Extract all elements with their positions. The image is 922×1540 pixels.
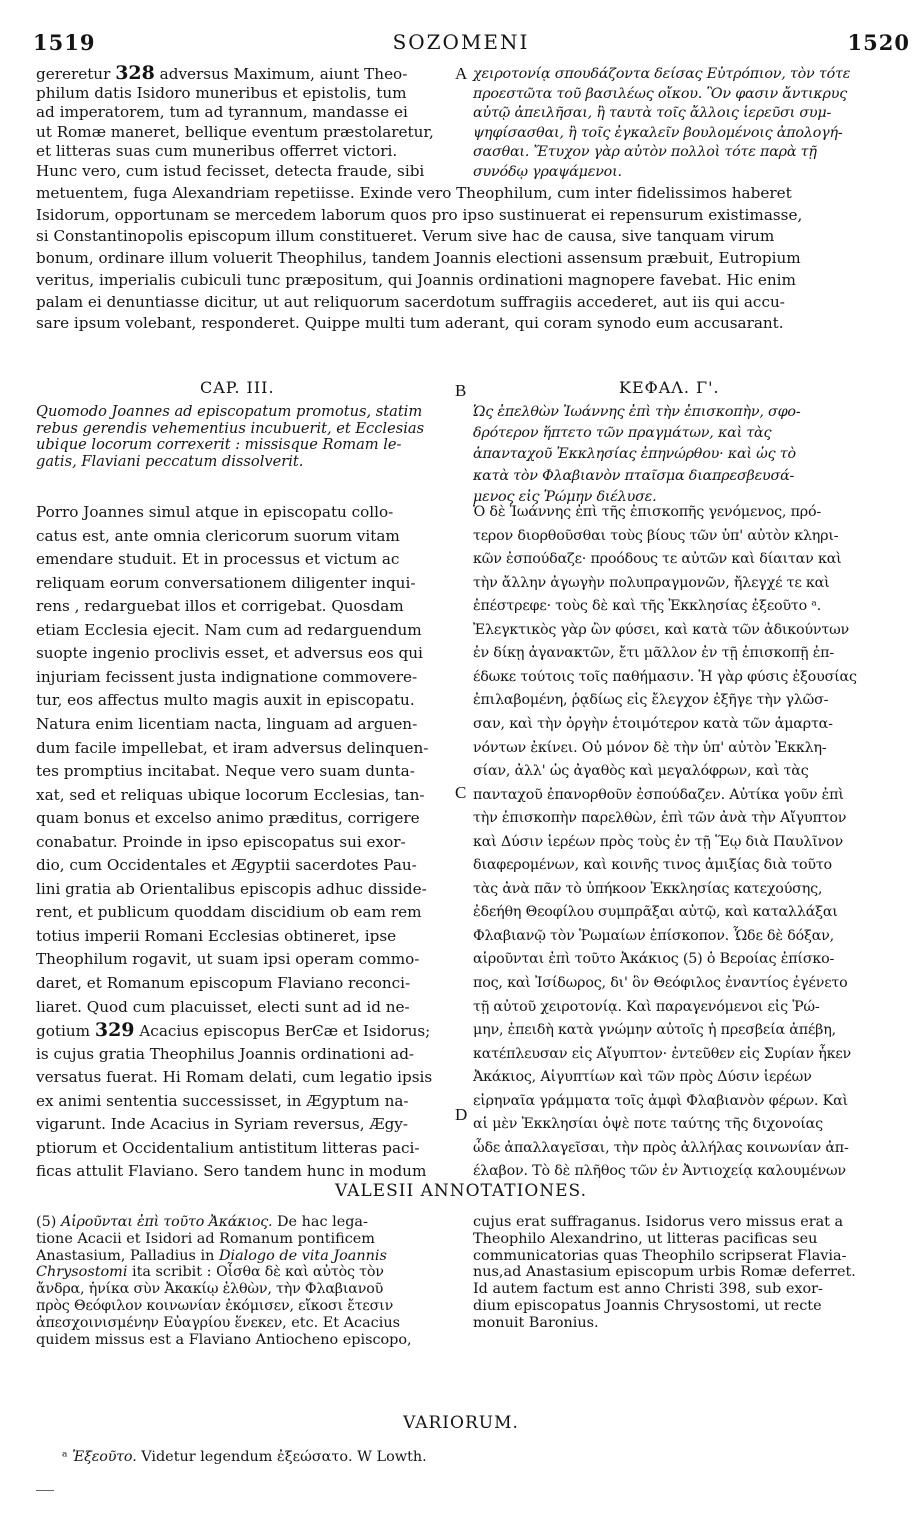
summary-line: ἁπανταχοῦ Ἐκκλησίας ἐπηνώρθου· καὶ ὡς τὸ (473, 446, 796, 463)
text-segment: reliquam eorum conversationem diligenter inqui- (36, 573, 416, 592)
column-number-marker: 329 (94, 1019, 135, 1042)
latin-line (36, 1067, 432, 1087)
annotation-line: monuit Baronius. (473, 1314, 599, 1331)
annotation-segment: ἀπεσχοινισμένην Εὐαγρίου ἕνεκεν (36, 1314, 283, 1331)
greek-line: διαφερομένων, καὶ κοινῆς τινος ἀμιξίας διὰ τοῦτο (473, 857, 832, 874)
margin-letter-d: D (455, 1105, 468, 1124)
text-segment: ex animi sententia successisset, in Ægyptum na- (36, 1091, 409, 1110)
text-segment: adversus Maximum, aiunt Theo- (154, 65, 408, 83)
greek-line: ἐπιλαβομένη, ῥᾳδίως εἰς ἔλεγχον ἐξῆγε τὴν γλῶσ- (473, 692, 829, 709)
text-segment: liaret. Quod cum placuisset, electi sunt ad id ne- (36, 997, 410, 1016)
text-segment: emendare studuit. Et in processus et victum ac (36, 550, 400, 569)
summary-line: rebus gerendis vehementius incubuerit, et Ecclesias (36, 419, 425, 437)
margin-letter-c: C (455, 783, 467, 802)
text-segment: rens , redarguebat illos et corrigebat. Quosdam (36, 597, 404, 616)
text-segment: versatus fuerat. Hi Romam delati, cum legatio ipsis (36, 1068, 433, 1087)
summary-line: μενος εἰς Ῥώμην διέλυσε. (473, 488, 657, 505)
latin-line (36, 526, 400, 546)
latin-line (36, 102, 408, 122)
text-segment: gotium (36, 1022, 95, 1041)
summary-line: κατὰ τὸν Φλαβιανὸν πταῖσμα διαπρεσβευσά- (473, 467, 795, 484)
right-page-number: 1520 (847, 30, 910, 55)
summary-line: Quomodo Joannes ad episcopatum promotus, statim (36, 403, 423, 420)
latin-line (36, 1091, 409, 1111)
latin-line (36, 1044, 414, 1064)
summary-line: δρότερον ἥπτετο τῶν πραγμάτων, καὶ τὰς (473, 425, 772, 442)
text-segment: is cujus gratia Theophilus Joannis ordinationi ad- (36, 1044, 415, 1063)
annotation-line: communicatorias quas Theophilo scripserat Flavia- (473, 1247, 847, 1264)
text-segment: catus est, ante omnia clericorum suorum vitam (36, 526, 400, 545)
latin-line (36, 949, 419, 969)
annotation-line: nus,ad Anastasium episcopum urbis Romæ deferret. (473, 1264, 856, 1281)
latin-line (36, 855, 417, 875)
annotation-line: dium episcopatus Joannis Chrysostomi, ut recte (473, 1298, 822, 1314)
margin-letter-b: B (455, 381, 467, 400)
latin-line: si Constantinopolis episcopum illum constitueret. Verum sive hac de causa, sive tanquam virum (36, 227, 775, 246)
latin-line (36, 808, 420, 828)
annotation-line (36, 1330, 412, 1350)
greek-line: καὶ Δύσιν ἱερέων πρὸς τοὺς ἐν τῇ Ἕῳ διὰ Παυλῖνον (473, 833, 844, 850)
greek-line: Ἐλεγκτικὸς γὰρ ὢν φύσει, καὶ κατὰ τῶν ἀδικούντων (473, 621, 850, 638)
greek-line: τὴν ἄλλην ἀγωγὴν πολυπραγμονῶν, ἤλεγχέ τε καὶ (473, 574, 830, 591)
text-segment: vigarunt. Inde Acacius in Syriam reversus, Ægy- (36, 1115, 408, 1134)
greek-line: Ἀκάκιος, Αἰγυπτίων καὶ τῶν πρὸς Δύσιν ἱερέων (473, 1069, 812, 1086)
summary-line: Ὡς ἐπελθὼν Ἰωάννης ἐπὶ τὴν ἐπισκοπὴν, σφο- (473, 404, 801, 420)
text-segment: suopte ingenio proclivis esset, et adversus eos qui (36, 644, 423, 663)
page-header (0, 0, 922, 60)
annotation-segment: πρὸς Θεόφιλον κοινωνίαν ἐκόμισεν, εἴκοσι ἔτεσιν (36, 1298, 394, 1314)
greek-line: μην, ἐπειδὴ κατὰ γνώμην αὐτοῖς ἡ πρεσβεία ἀπέβη, (473, 1022, 836, 1039)
variorum-text: Videtur legendum ἐξεώσατο. W Lowth. (136, 1449, 427, 1465)
annotations-heading: VALESII ANNOTATIONES. (334, 1181, 588, 1201)
latin-line (36, 738, 428, 758)
text-segment: ad imperatorem, tum ad tyrannum, mandasse ei (36, 103, 408, 122)
greek-line: έδωκε τούτοις τοῖς παθήμασιν. Ἡ γὰρ φύσις ἐξουσίας (473, 668, 857, 685)
variorum-mark: ᵃ (62, 1449, 68, 1465)
latin-line (36, 667, 417, 687)
latin-line (36, 122, 434, 142)
text-segment: ut Romæ maneret, bellique eventum præstolaretur, (36, 122, 434, 141)
running-title: SOZOMENI (392, 30, 530, 54)
greek-line: συνόδῳ γραψάμενοι. (473, 164, 622, 180)
variorum-heading: VARIORUM. (403, 1413, 519, 1433)
latin-line (36, 1114, 408, 1134)
greek-line: αἱ μὲν Ἐκκλησίαι ὀψὲ ποτε ταύτης τῆς διχονοίας (473, 1116, 823, 1133)
latin-line (36, 902, 421, 922)
greek-line: Ὁ δὲ Ἰωάννης ἐπὶ τῆς ἐπισκοπῆς γενόμενος, πρό- (473, 504, 822, 520)
greek-line: σίαν, ἀλλ' ὡς ἀγαθὸς καὶ μεγαλόφρων, καὶ τὰς (473, 763, 809, 780)
latin-line (36, 832, 406, 852)
latin-line: palam ei denuntiasse dicitur, ut aut reliquorum sacerdotum suffragiis accederet, aut iis qui accu- (36, 292, 785, 311)
text-segment: lini gratia ab Orientalibus episcopis adhuc disside- (36, 879, 427, 898)
latin-line (36, 997, 410, 1017)
annotation-segment: quidem missus est a Flaviano Antiocheno episcopo, (36, 1331, 412, 1348)
annotation-segment: Οἶσθα δὲ καὶ αὐτὸς τὸν (216, 1264, 384, 1281)
latin-line (36, 761, 415, 781)
latin-line (36, 596, 404, 616)
latin-line: sare ipsum volebant, responderet. Quippe multi tum aderant, qui coram synodo eum accusarant. (36, 314, 784, 333)
greek-line: πος, καὶ Ἰσίδωρος, δι' ὃν Θεόφιλος ἐναντίος ἐγένετο (473, 975, 848, 991)
greek-line: Φλαβιανῷ τὸν Ῥωμαίων ἐπίσκοπον. Ὧδε δὲ δόξαν, (473, 927, 834, 944)
annotation-line: cujus erat suffraganus. Isidorus vero missus erat a (473, 1214, 844, 1230)
latin-line (36, 141, 397, 161)
greek-line: πανταχοῦ ἐπανορθοῦν ἐσπούδαζεν. Αὐτίκα γοῦν ἐπὶ (473, 786, 844, 803)
text-segment: Theophilum rogavit, ut suam ipsi operam commo- (36, 950, 420, 969)
text-segment: Hunc vero, cum istud fecisset, detecta fraude, sibi (36, 162, 425, 180)
latin-line (36, 785, 425, 805)
annotation-segment: De hac lega- (272, 1214, 368, 1230)
latin-line: veritus, imperialis cubiculi tunc præpositum, qui Joannis ordinationi magnopere favebat. Hic enim (36, 270, 796, 289)
text-segment: tes promptius incitabat. Neque vero suam dunta- (36, 762, 415, 781)
latin-line (36, 1138, 420, 1158)
text-segment: quam bonus et excelso animo præditus, corrigere (36, 809, 420, 828)
latin-chapter-heading: CAP. III. (200, 378, 275, 397)
margin-letter-a: A (455, 64, 468, 83)
latin-line (36, 879, 427, 899)
latin-line (36, 690, 415, 710)
left-page-number: 1519 (33, 30, 96, 55)
latin-line (36, 549, 399, 569)
greek-line: ὧδε ἀπαλλαγεῖσαι, τὴν πρὸς ἀλλήλας κοινωνίαν ἀπ- (473, 1139, 849, 1156)
latin-line (36, 502, 393, 522)
text-segment: philum datis Isidoro muneribus et epistolis, tum (36, 83, 407, 102)
greek-line: τὴν ἐπισκοπὴν παρελθὼν, ἐπὶ τῶν ἀνὰ τὴν Αἴγυπτον (473, 810, 847, 827)
latin-line: Isidorum, opportunam se mercedem laborum quos pro ipso sustinuerat ei repensurum existimasse, (36, 205, 803, 224)
greek-line: νόντων ἐκίνει. Οὐ μόνον δὲ τὴν ὑπ' αὐτὸν Ἐκκλη- (473, 739, 827, 756)
text-segment: tur, eos affectus multo magis auxit in episcopatu. (36, 691, 415, 710)
annotation-segment: tione Acacii et Isidori ad Romanum pontificem (36, 1230, 375, 1247)
column-number-marker: 328 (115, 62, 155, 84)
summary-line: ubique locorum correxerit : missisque Romam le- (36, 436, 402, 454)
text-segment: Acacius episcopus BerϾæ et Isidorus; (134, 1022, 431, 1041)
text-segment: ficas attulit Flaviano. Sero tandem hunc in modum (36, 1162, 427, 1181)
greek-line: τῇ αὐτοῦ χειροτονίᾳ. Καὶ παραγενόμενοι εἰς Ῥώ- (473, 998, 820, 1015)
text-segment: Natura enim licentiam nacta, linguam ad arguen- (36, 714, 418, 733)
text-segment: etiam Ecclesia ejecit. Nam cum ad redarguendum (36, 620, 422, 639)
annotation-segment: Αἱροῦνται ἐπὶ τοῦτο Ἀκάκιος. (60, 1214, 273, 1230)
greek-line: αὐτῷ ἀπειλῆσαι, ἢ ταυτὰ τοῖς ἄλλοις ἱερεῦσι συμ- (473, 105, 832, 122)
annotation-line: Id autem factum est anno Christi 398, sub exor- (473, 1281, 823, 1298)
latin-line: bonum, ordinare illum voluerit Theophilus, tandem Joannis electioni assensum præbuit, Eutropium (36, 249, 801, 268)
greek-line: ψηφίσασθαι, ἢ τοῖς ἐγκαλεῖν βουλομένοις ἀπολογή- (473, 124, 843, 141)
annotation-segment: ἄνδρα, ἡνίκα σὺν Ἀκακίῳ ἐλθὼν, τὴν Φλαβιανοῦ (36, 1281, 384, 1298)
latin-line: metuentem, fuga Alexandriam repetiisse. Exinde vero Theophilum, cum inter fidelissimos haberet (36, 184, 792, 202)
text-segment: daret, et Romanum episcopum Flaviano reconci- (36, 974, 411, 992)
text-segment: rent, et publicum quoddam discidium ob eam rem (36, 903, 422, 922)
greek-line: εἰρηναῖα γράμματα τοῖς ἀμφὶ Φλαβιανὸν φέρων. Καὶ (473, 1092, 848, 1109)
annotation-segment: ita scribit : (127, 1264, 217, 1281)
latin-line (36, 573, 415, 593)
annotation-segment: Anastasium, Palladius in (36, 1247, 219, 1264)
text-segment: conabatur. Proinde in ipso episcopatus sui exor- (36, 832, 406, 851)
greek-line: κατέπλευσαν εἰς Αἴγυπτον· ἐντεῦθεν εἰς Συρίαν ἧκεν (473, 1045, 852, 1062)
latin-line (36, 83, 407, 103)
text-segment: dio, cum Occidentales et Ægyptii sacerdotes Pau- (36, 856, 417, 875)
text-segment: ptiorum et Occidentalium antistitum litteras paci- (36, 1138, 420, 1157)
greek-line: σαν, καὶ τὴν ὀργὴν ἑτοιμότερον κατὰ τῶν ἁμαρτα- (473, 715, 833, 732)
greek-line: τὰς ἀνὰ πᾶν τὸ ὑπήκοον Ἐκκλησίας κατεχούσης, (473, 880, 823, 897)
text-segment: totius imperii Romani Ecclesias obtineret, ipse (36, 926, 397, 945)
annotation-line: Theophilo Alexandrino, ut litteras pacificas seu (473, 1230, 818, 1247)
greek-line: ἐν δίκῃ ἀγανακτῶν, ἔτι μᾶλλον ἐν τῇ ἐπισκοπῇ ἐπ- (473, 645, 835, 662)
text-segment: xat, sed et reliquas ubique locorum Ecclesias, tan- (36, 785, 425, 804)
footer-mark (36, 1490, 54, 1491)
variorum-greek: Ἐξεοῦτο. (72, 1449, 137, 1465)
annotation-segment: Chrysostomi (36, 1264, 128, 1281)
text-segment: Porro Joannes simul atque in episcopatu collo- (36, 503, 394, 521)
text-segment: gereretur (36, 65, 116, 83)
greek-line: τερον διορθοῦσθαι τοὺς βίους τῶν ὑπ' αὐτὸν κληρι- (473, 527, 839, 544)
annotation-segment: Dialogo de vita Joannis (218, 1247, 387, 1264)
latin-line (36, 643, 423, 663)
latin-line (36, 1161, 426, 1181)
greek-line: ἐπέστρεφε· τοὺς δὲ καὶ τῆς Ἐκκλησίας ἐξεοῦτο ᵃ. (473, 598, 822, 615)
summary-line: gatis, Flaviani peccatum dissolverit. (36, 452, 304, 470)
variorum-note (62, 1449, 427, 1465)
annotation-segment: (5) (36, 1214, 61, 1230)
latin-line (36, 620, 422, 640)
greek-line: έλαβον. Τὸ δὲ πλῆθος τῶν ἐν Ἀντιοχείᾳ καλουμένων (473, 1163, 846, 1180)
greek-chapter-heading: ΚΕΦΑΛ. Γ'. (619, 378, 720, 397)
greek-line: ἐδεήθη Θεοφίλου συμπρᾶξαι αὐτῷ, καὶ καταλλάξαι (473, 904, 838, 921)
latin-line (36, 973, 410, 993)
greek-line: σασθαι. Ἔτυχον γὰρ αὐτὸν πολλοὶ τότε παρὰ τῇ (473, 144, 817, 161)
greek-line: αἱροῦνται ἐπὶ τοῦτο Ἀκάκιος (5) ὁ Βεροίας ἐπίσκο- (473, 951, 835, 968)
latin-line (36, 714, 417, 734)
latin-line (36, 63, 407, 84)
text-segment: et litteras suas cum muneribus offerret victori. (36, 142, 398, 161)
latin-line (36, 161, 424, 181)
latin-line (36, 926, 396, 946)
text-segment: dum facile impellebat, et iram adversus delinquen- (36, 738, 429, 757)
latin-line (36, 1020, 430, 1041)
text-segment: injuriam fecissent justa indignatione commovere- (36, 667, 418, 686)
greek-line: προεστῶτα τοῦ βασιλέως οἴκου. Ὃν φασιν ἄντικρυς (473, 85, 848, 102)
greek-line: χειροτονίᾳ σπουδάζοντα δείσας Εὐτρόπιον, τὸν τότε (473, 66, 851, 82)
annotation-segment: , etc. Et Acacius (282, 1314, 400, 1331)
greek-line: κῶν ἐσπούδαζε· προόδους τε αὐτῶν καὶ δίαιταν καὶ (473, 551, 842, 568)
